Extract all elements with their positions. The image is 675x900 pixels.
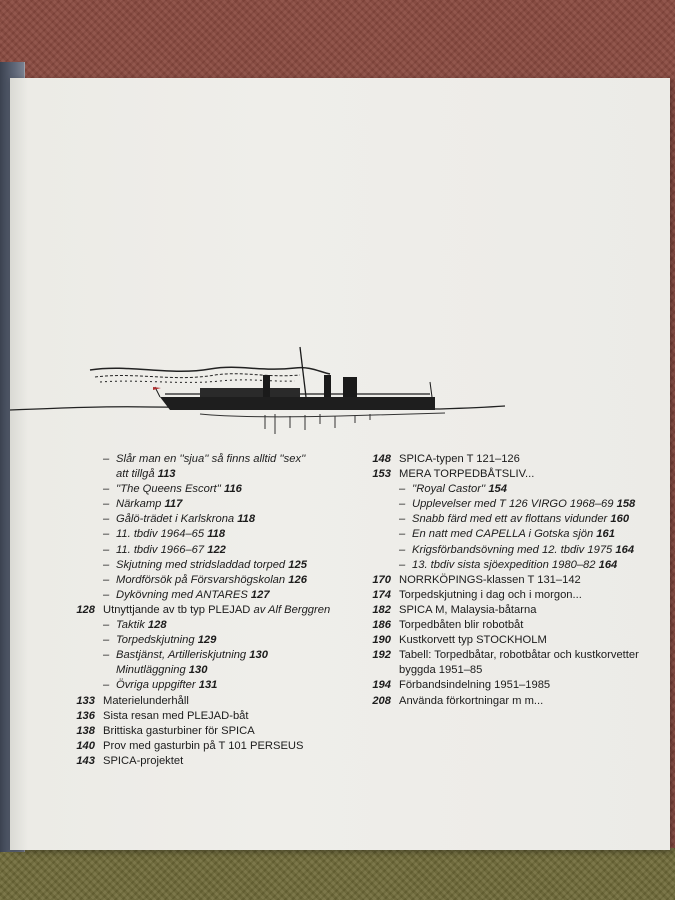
toc-title: Upplevelser med T 126 VIRGO 1968–69 (412, 498, 614, 511)
toc-page-number (364, 543, 399, 558)
toc-entry (68, 739, 358, 754)
toc-page-number (364, 663, 399, 678)
toc-title: NORRKÖPINGS-klassen T 131–142 (399, 573, 581, 586)
toc-subpage: 125 (288, 558, 307, 571)
toc-subpage: 130 (249, 649, 268, 662)
toc-page-number (364, 527, 399, 542)
table-of-contents-left (68, 452, 358, 769)
toc-page-number (68, 543, 103, 558)
toc-subpage: 113 (157, 468, 176, 481)
toc-entry (364, 467, 664, 482)
toc-entry (364, 573, 664, 588)
toc-page-number (364, 558, 399, 573)
torpedo-boat-illustration (0, 342, 675, 452)
toc-entry (68, 694, 358, 709)
toc-page-number (68, 452, 103, 467)
toc-page-number (364, 497, 399, 512)
toc-entry: – Slår man en ''sjua'' så finns alltid ''sex'' (68, 452, 358, 467)
toc-title: Torpedskjutning i dag och i morgon... (399, 588, 582, 601)
toc-subpage: 122 (207, 543, 226, 556)
toc-subpage: 118 (207, 528, 226, 541)
toc-page-number: 138 (76, 724, 95, 737)
toc-title: Övriga uppgifter (116, 679, 196, 692)
toc-title: Minutläggning (116, 664, 186, 677)
toc-title: Krigsförbandsövning med 12. tbdiv 1975 (412, 543, 613, 556)
toc-page-number: 182 (372, 603, 391, 616)
toc-entry (364, 678, 664, 693)
toc-subpage: 131 (198, 679, 218, 692)
toc-page-number (68, 467, 103, 482)
toc-page-number (68, 633, 103, 648)
toc-entry: – 11. tbdiv 1966–67 122 (68, 543, 358, 558)
toc-page-number: 170 (372, 573, 391, 586)
toc-entry: – Närkamp 117 (68, 497, 358, 512)
toc-entry: – ''The Queens Escort'' 116 (68, 482, 358, 497)
toc-subpage: 116 (224, 483, 242, 496)
toc-entry (364, 603, 664, 618)
toc-title: ''Royal Castor'' (412, 483, 486, 496)
toc-title: En natt med CAPELLA i Gotska sjön (412, 528, 594, 541)
toc-entry (364, 694, 664, 709)
toc-entry: – 13. tbdiv sista sjöexpedition 1980–82 164 (364, 558, 664, 573)
toc-page-number: 192 (372, 649, 391, 662)
toc-page-number (68, 573, 103, 588)
toc-page-number: 186 (372, 619, 391, 632)
toc-title: Skjutning med stridsladdad torped (116, 558, 286, 571)
toc-entry: – Snabb färd med ett av flottans vidunder 160 (364, 512, 664, 527)
toc-entry: – Dykövning med ANTARES 127 (68, 588, 358, 603)
toc-entry: – Upplevelser med T 126 VIRGO 1968–69 158 (364, 497, 664, 512)
toc-page-number: 140 (76, 739, 95, 752)
toc-title: MERA TORPEDBÅTSLIV... (399, 468, 535, 481)
toc-title: Prov med gasturbin på T 101 PERSEUS (103, 739, 304, 752)
toc-subpage: 117 (164, 498, 183, 511)
toc-title: Sista resan med PLEJAD-båt (103, 709, 249, 722)
toc-page-number (68, 648, 103, 663)
toc-page-number (68, 512, 103, 527)
toc-title: SPICA-projektet (103, 754, 184, 767)
tablecloth-bottom (0, 848, 675, 900)
toc-entry: – Taktik 128 (68, 618, 358, 633)
toc-title: Materielunderhåll (103, 694, 189, 707)
toc-subpage: 126 (288, 573, 307, 586)
toc-subpage: 160 (610, 513, 630, 526)
toc-page-number (68, 558, 103, 573)
toc-entry (68, 663, 358, 678)
toc-entry: – Torpedskjutning 129 (68, 633, 358, 648)
toc-title: Dykövning med ANTARES (116, 588, 248, 601)
toc-author: av Alf Berggren (253, 603, 331, 616)
toc-title: Bastjänst, Artilleriskjutning (116, 649, 247, 662)
toc-title: Använda förkortningar m m... (399, 694, 544, 707)
toc-page-number: 190 (372, 634, 391, 647)
toc-title: Förbandsindelning 1951–1985 (399, 679, 551, 692)
toc-subpage: 129 (197, 634, 217, 647)
toc-title: 11. tbdiv 1964–65 (116, 528, 205, 541)
toc-page-number (68, 663, 103, 678)
toc-entry (68, 467, 358, 482)
toc-page-number: 143 (76, 754, 95, 767)
toc-subpage: 161 (596, 528, 615, 541)
toc-entry: – Bastjänst, Artilleriskjutning 130 (68, 648, 358, 663)
table-of-contents-right (364, 452, 664, 709)
toc-title: Gålö-trädet i Karlskrona (116, 513, 235, 526)
toc-page-number (68, 527, 103, 542)
toc-page-number (68, 588, 103, 603)
toc-entry: – Krigsförbandsövning med 12. tbdiv 1975 164 (364, 543, 664, 558)
toc-title: SPICA M, Malaysia-båtarna (399, 603, 537, 616)
toc-entry (68, 754, 358, 769)
toc-page-number: 194 (372, 679, 391, 692)
toc-page-number (68, 497, 103, 512)
toc-entry: – 11. tbdiv 1964–65 118 (68, 527, 358, 542)
toc-title: Mordförsök på Försvarshögskolan (116, 573, 286, 586)
toc-entry: – Gålö-trädet i Karlskrona 118 (68, 512, 358, 527)
toc-page-number: 133 (76, 694, 95, 707)
toc-title: Närkamp (116, 498, 162, 511)
toc-subpage: 130 (188, 664, 208, 677)
toc-entry: – Mordförsök på Försvarshögskolan 126 (68, 573, 358, 588)
toc-title: SPICA-typen T 121–126 (399, 453, 520, 465)
toc-page-number: 128 (76, 603, 95, 616)
toc-title: Snabb färd med ett av flottans vidunder (412, 513, 608, 526)
toc-entry: – ''Royal Castor'' 154 (364, 482, 664, 497)
toc-subpage: 164 (615, 543, 635, 556)
toc-subpage: 128 (147, 619, 167, 632)
toc-subpage: 154 (488, 483, 507, 496)
toc-page-number: 136 (76, 709, 95, 722)
toc-page-number: 148 (372, 453, 391, 465)
toc-title: Taktik (116, 619, 145, 632)
toc-entry (364, 633, 664, 648)
toc-page-number: 174 (372, 588, 391, 601)
toc-page-number (364, 482, 399, 497)
toc-page-number: 208 (372, 694, 391, 707)
toc-title: Torpedbåten blir robotbåt (399, 619, 524, 632)
toc-entry (364, 648, 664, 663)
toc-title: Torpedskjutning (116, 634, 195, 647)
toc-title: Utnyttjande av tb typ PLEJAD (103, 603, 254, 616)
toc-subpage: 127 (250, 588, 270, 601)
toc-entry (364, 663, 664, 678)
toc-entry: – En natt med CAPELLA i Gotska sjön 161 (364, 527, 664, 542)
toc-entry (68, 603, 358, 618)
toc-title: 11. tbdiv 1966–67 (116, 543, 205, 556)
toc-entry: – Övriga uppgifter 131 (68, 678, 358, 693)
toc-title: Tabell: Torpedbåtar, robotbåtar och kustkorvetter (399, 649, 639, 662)
toc-title: byggda 1951–85 (399, 664, 483, 677)
toc-entry (68, 724, 358, 739)
toc-subpage: 118 (237, 513, 256, 526)
toc-title: 13. tbdiv sista sjöexpedition 1980–82 (412, 558, 596, 571)
toc-page-number (68, 618, 103, 633)
toc-entry (68, 709, 358, 724)
toc-page-number (364, 512, 399, 527)
toc-entry (364, 618, 664, 633)
toc-entry: – Skjutning med stridsladdad torped 125 (68, 558, 358, 573)
toc-title: att tillgå (116, 468, 155, 481)
toc-page-number: 153 (372, 468, 391, 481)
toc-title: Brittiska gasturbiner för SPICA (103, 724, 255, 737)
toc-title: ''The Queens Escort'' (116, 483, 221, 496)
toc-page-number (68, 482, 103, 497)
toc-entry (364, 588, 664, 603)
toc-page-number (68, 678, 103, 693)
toc-entry (364, 452, 664, 467)
toc-title: Kustkorvett typ STOCKHOLM (399, 634, 547, 647)
toc-subpage: 158 (616, 498, 636, 511)
toc-subpage: 164 (598, 558, 618, 571)
toc-title: Slår man en ''sjua'' så finns alltid ''sex'' (116, 453, 306, 465)
